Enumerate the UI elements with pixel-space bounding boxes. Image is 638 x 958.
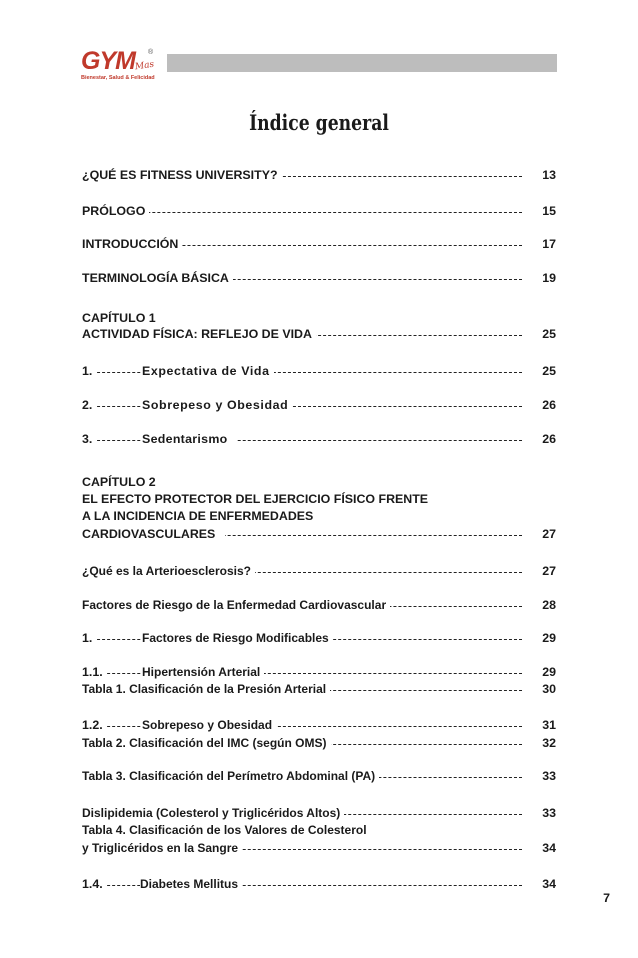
entry-title-line: Tabla 4. Clasificación de los Valores de Colesterol xyxy=(82,823,367,837)
chapter-title-line: EL EFECTO PROTECTOR DEL EJERCICIO FÍSICO FRENTE xyxy=(82,492,429,506)
toc-label: Tabla 1. Clasificación de la Presión Arterial xyxy=(82,682,330,697)
chapter-title-line: A LA INCIDENCIA DE ENFERMEDADES xyxy=(82,509,314,523)
toc-entry xyxy=(82,432,556,447)
header-bar xyxy=(167,54,557,72)
toc-label: Diabetes Mellitus xyxy=(140,877,242,892)
toc-label: Dislipidemia (Colesterol y Triglicéridos Altos) xyxy=(82,806,344,821)
toc-number: 1.1. xyxy=(82,665,107,680)
toc-page: 34 xyxy=(542,877,556,891)
logo-registered-mark: ® xyxy=(148,49,154,56)
gym-logo xyxy=(79,46,159,86)
chapter-heading: CAPÍTULO 2 xyxy=(82,475,156,489)
toc-label: Sedentarismo xyxy=(142,432,236,447)
toc-page: 32 xyxy=(542,736,556,750)
toc-page: 33 xyxy=(542,769,556,783)
toc-label: Sobrepeso y Obesidad xyxy=(142,398,292,413)
toc-page: 13 xyxy=(542,168,556,182)
page-number: 7 xyxy=(603,891,610,905)
toc-entry xyxy=(82,327,556,342)
toc-entry xyxy=(82,598,556,613)
toc-number: 1.4. xyxy=(82,877,107,892)
toc-entry xyxy=(82,877,556,892)
toc-entry xyxy=(82,271,556,286)
toc-entry xyxy=(82,718,556,733)
toc-page: 28 xyxy=(542,598,556,612)
toc-label: Factores de Riesgo Modificables xyxy=(142,631,333,646)
toc-page: 30 xyxy=(542,682,556,696)
toc-label: Sobrepeso y Obesidad xyxy=(142,718,276,733)
toc-entry xyxy=(82,527,556,542)
toc-number: 1. xyxy=(82,631,96,646)
toc-label: INTRODUCCIÓN xyxy=(82,237,182,252)
toc-page: 34 xyxy=(542,841,556,855)
toc-label: PRÓLOGO xyxy=(82,204,149,219)
toc-label: y Triglicéridos en la Sangre xyxy=(82,841,242,856)
toc-entry xyxy=(82,168,556,183)
toc-entry xyxy=(82,769,556,784)
toc-entry xyxy=(82,841,556,856)
toc-page: 27 xyxy=(542,527,556,541)
logo-script: Mas xyxy=(134,59,155,73)
toc-entry xyxy=(82,806,556,821)
toc-page: 29 xyxy=(542,631,556,645)
toc-page: 33 xyxy=(542,806,556,820)
toc-entry xyxy=(82,204,556,219)
toc-entry xyxy=(82,665,556,680)
toc-page: 31 xyxy=(542,718,556,732)
toc-label: Tabla 2. Clasificación del IMC (según OMS) xyxy=(82,736,331,751)
toc-entry xyxy=(82,564,556,579)
toc-page: 25 xyxy=(542,364,556,378)
toc-entry xyxy=(82,237,556,252)
toc-label: ACTIVIDAD FÍSICA: REFLEJO DE VIDA xyxy=(82,327,316,342)
toc-entry xyxy=(82,631,556,646)
toc-label: CARDIOVASCULARES xyxy=(82,527,225,542)
toc-label: Factores de Riesgo de la Enfermedad Cardiovascular xyxy=(82,598,390,613)
toc-label: ¿QUÉ ES FITNESS UNIVERSITY? xyxy=(82,168,282,183)
logo-wordmark: GYM xyxy=(81,47,135,75)
toc-number: 1.2. xyxy=(82,718,107,733)
chapter-heading: CAPÍTULO 1 xyxy=(82,311,156,325)
toc-label: TERMINOLOGÍA BÁSICA xyxy=(82,271,233,286)
toc-number: 1. xyxy=(82,364,96,379)
toc-page: 25 xyxy=(542,327,556,341)
toc-number: 2. xyxy=(82,398,96,413)
toc-label: ¿Qué es la Arterioesclerosis? xyxy=(82,564,255,579)
toc-page: 15 xyxy=(542,204,556,218)
toc-label: Hipertensión Arterial xyxy=(142,665,264,680)
toc-label: Tabla 3. Clasificación del Perímetro Abdominal (PA) xyxy=(82,769,379,784)
toc-page: 26 xyxy=(542,398,556,412)
toc-entry xyxy=(82,398,556,413)
logo-tagline: Bienestar, Salud & Felicidad xyxy=(81,75,155,81)
toc-entry xyxy=(82,682,556,697)
toc-entry xyxy=(82,736,556,751)
toc-page: 19 xyxy=(542,271,556,285)
toc-page: 26 xyxy=(542,432,556,446)
page-header xyxy=(79,46,557,86)
toc-page: 29 xyxy=(542,665,556,679)
toc-label: Expectativa de Vida xyxy=(142,364,274,379)
toc-number: 3. xyxy=(82,432,96,447)
page-title: Índice general xyxy=(249,110,389,135)
toc-entry xyxy=(82,364,556,379)
toc-page: 27 xyxy=(542,564,556,578)
toc-page: 17 xyxy=(542,237,556,251)
